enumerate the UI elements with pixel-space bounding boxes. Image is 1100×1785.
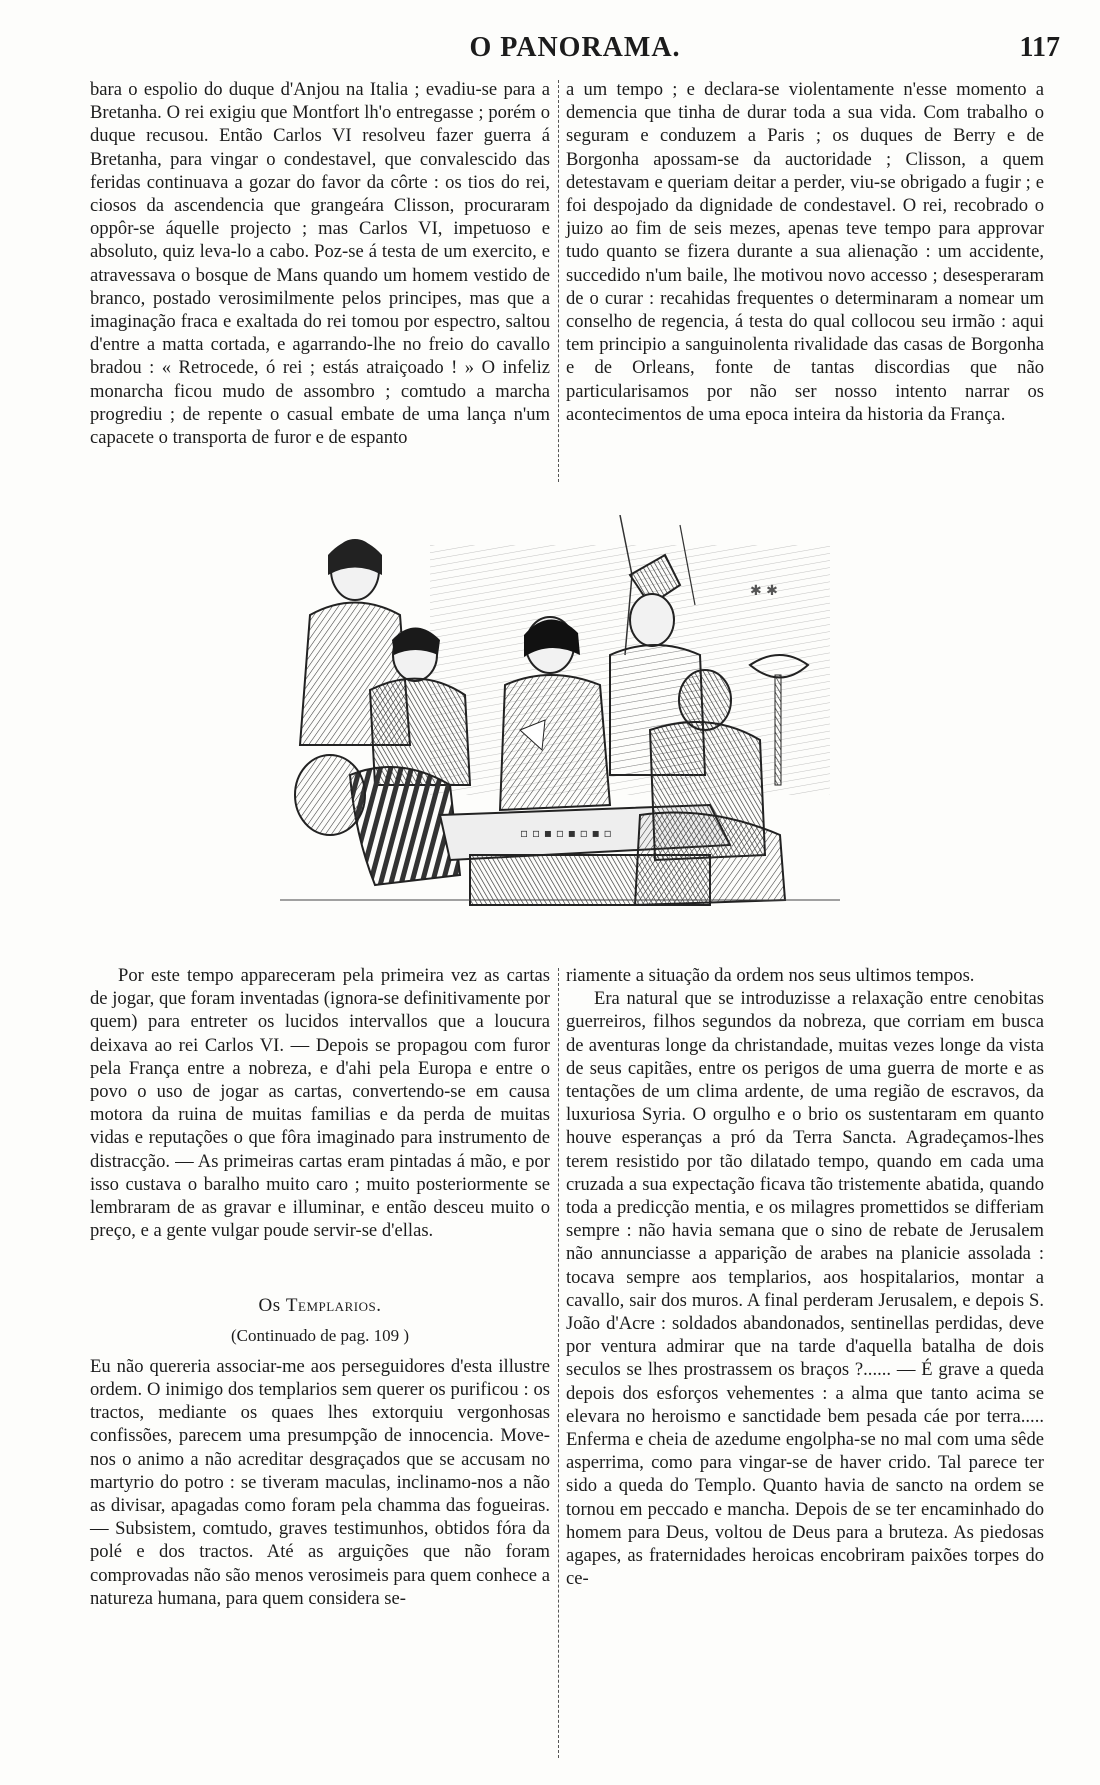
svg-text:✱ ✱: ✱ ✱ bbox=[750, 583, 778, 599]
column-divider-bottom bbox=[558, 968, 559, 1758]
column-bottom-right bbox=[566, 964, 1044, 1764]
column-top-right bbox=[566, 78, 1044, 498]
masthead-title: O PANORAMA. bbox=[469, 32, 681, 63]
column-top-left bbox=[90, 78, 550, 498]
section-subtitle: (Continuado de pag. 109 ) bbox=[231, 1325, 409, 1345]
column-divider-top bbox=[558, 80, 559, 482]
svg-text:▫ ▫ ▪ ▫ ▪ ▫ ▪ ▫: ▫ ▫ ▪ ▫ ▪ ▫ ▪ ▫ bbox=[520, 826, 612, 840]
paragraph-relaxation: Era natural que se introduzisse a relaxação entre cenobitas guerreiros, filhos segundos da nobreza, que corriam em busca de aventuras longe da christandade, muitas vezes longe da vista de seus capitães, entre os perigos de uma guerra de morte e as tentações de um clima ardente, de uma região de escravos, da luxuriosa Syria. O orgulho e o brio os sustentaram em quanto houve esperanças a pró da Terra Sancta. Agradeçamos-lhes terem resistido por tão dilatado tempo, quando em cada uma cruzada a sua expectação ficava tão tristemente abatida, quando toda a predicção mentia, e os milagres promettidos se differiam sempre : não havia semana que o sino de rebate de Jerusalem não annunciasse a apparição de arabes na planicie assolada : tocava sempre aos templarios, aos hospitalarios, montar a cavallo, sair dos muros. A final perderam Jerusalem, e depois S. João d'Acre : soldados abandonados, sentinellas perdidas, deve por ventura admirar que na tarde d'aquella batalha de dois seculos se lhes prostrassem os braços ?...... — É grave a queda depois dos esforços vehementes : a alma que tanto acima se elevara no heroismo e sanctidade bem pesada cáe por terra..... Enferma e cheia de azedume engolpha-se no mal com uma sêde asperrima, como para vingar-se de haver crido. Tal parece ter sido a queda do Templo. Quanto havia de sancto na ordem se tornou em peccado e mancha. Depois de se ter encaminhado do homem para Deus, voltou de Deus para a bruteza. As piedosas agapes, as fraternidades heroicas encobriram paixões torpes do ce- bbox=[566, 988, 1044, 1590]
paragraph-dementia: a um tempo ; e declara-se violentamente n'esse momento a demencia que tinha de durar toda a sua vida. Com trabalho o seguram e conduzem a Paris ; os duques de Berry e de Borgonha apossam-se da auctoridade ; Clisson, a quem detestavam e queriam deitar a perder, viu-se obrigado a fugir ; e foi despojado da dignidade de condestavel. O rei, recobrado o juizo ao fim de seis mezes, apenas teve tempo para approvar tudo quanto se fizera durante a sua alienação : um accidente, succedido n'um baile, lhe motivou novo accesso ; desesperaram de o curar : recahidas frequentes o determinaram a nomear um conselho de regencia, á testa do qual collocou seu irmão : aqui tem principio a sanguinolenta rivalidade das casas de Borgonha e de Orleans, fonte de tantas discordias que não particularisamos por não ser nosso intento narrar os acontecimentos de uma epoca inteira da historia da França. bbox=[566, 79, 1044, 425]
paragraph-montfort: bara o espolio do duque d'Anjou na Italia ; evadiu-se para a Bretanha. O rei exigiu que Montfort lh'o entregasse ; porém o duque recusou. Então Carlos VI resolveu fazer guerra á Bretanha, para vingar o condestavel, que convalescido das feridas continuava a gozar do favor da côrte : os tios do rei, ciosos da ascendencia que grangeára Clisson, procuraram oppôr-se áquelle projecto ; mas Carlos VI, impetuoso e absoluto, quiz leva-lo a cabo. Poz-se á testa de um exercito, e atravessava o bosque de Mans quando um homem vestido de branco, postado verosimilmente pelos principes, mas que a imaginação fraca e exaltada do rei tomou por espectro, saltou d'entre a matta cortada, e agarrando-lhe no freio do cavallo bradou : « Retrocede, ó rei ; estás atraiçoado ! » O infeliz monarcha ficou mudo de assombro ; comtudo a marcha progrediu ; de repente o casual embate de uma lança n'um capacete o transporta de furor e de espanto bbox=[90, 79, 550, 449]
paragraph-templars-intro: Eu não quereria associar-me aos perseguidores d'esta illustre ordem. O inimigo dos templarios sem querer os purificou : os tractos, mediante os quaes lhes extorquiu vergonhosas confissões, parecem uma presumpção de innocencia. Move-nos o animo a não acreditar desgraçados que se accusam no martyrio do potro : se tiveram maculas, inclinamo-nos a não as divisar, apagadas como foram pela chamma das fogueiras.— Subsistem, comtudo, graves testimunhos, obtidos fóra da polé e dos tractos. Até as arguições que não foram comprovadas não são menos verosimeis para quem conhece a natureza humana, para quem considera se- bbox=[90, 1355, 550, 1609]
page-header bbox=[90, 28, 1060, 68]
column-bottom-left bbox=[90, 964, 550, 1764]
paragraph-situation: riamente a situação da ordem nos seus ultimos tempos. bbox=[566, 965, 975, 986]
section-title-templarios bbox=[90, 1294, 550, 1317]
page-number: 117 bbox=[1019, 32, 1060, 63]
section-title-main: Templarios. bbox=[285, 1295, 382, 1317]
card-players-illustration bbox=[280, 515, 840, 910]
paragraph-playing-cards: Por este tempo appareceram pela primeira vez as cartas de jogar, que foram inventadas (ignora-se definitivamente por quem) para entreter os lucidos intervallos que a loucura deixava ao rei Carlos VI. — Depois se propagou com furor pela França entre a nobreza, e d'ahi pela Europa e entre o povo o uso de jogar as cartas, convertendo-se em causa motora da ruina de muitas familias e da perda de muitas vidas e reputações o que fôra imaginado para instrumento de distracção. — As primeiras cartas eram pintadas á mão, e por isso custava o baralho muito caro ; muito posteriormente se lembraram de as gravar e illuminar, e então desceu muito o preço, e a gente vulgar poude servir-se d'ellas. bbox=[90, 965, 550, 1242]
section-title-prefix: Os bbox=[258, 1295, 281, 1317]
